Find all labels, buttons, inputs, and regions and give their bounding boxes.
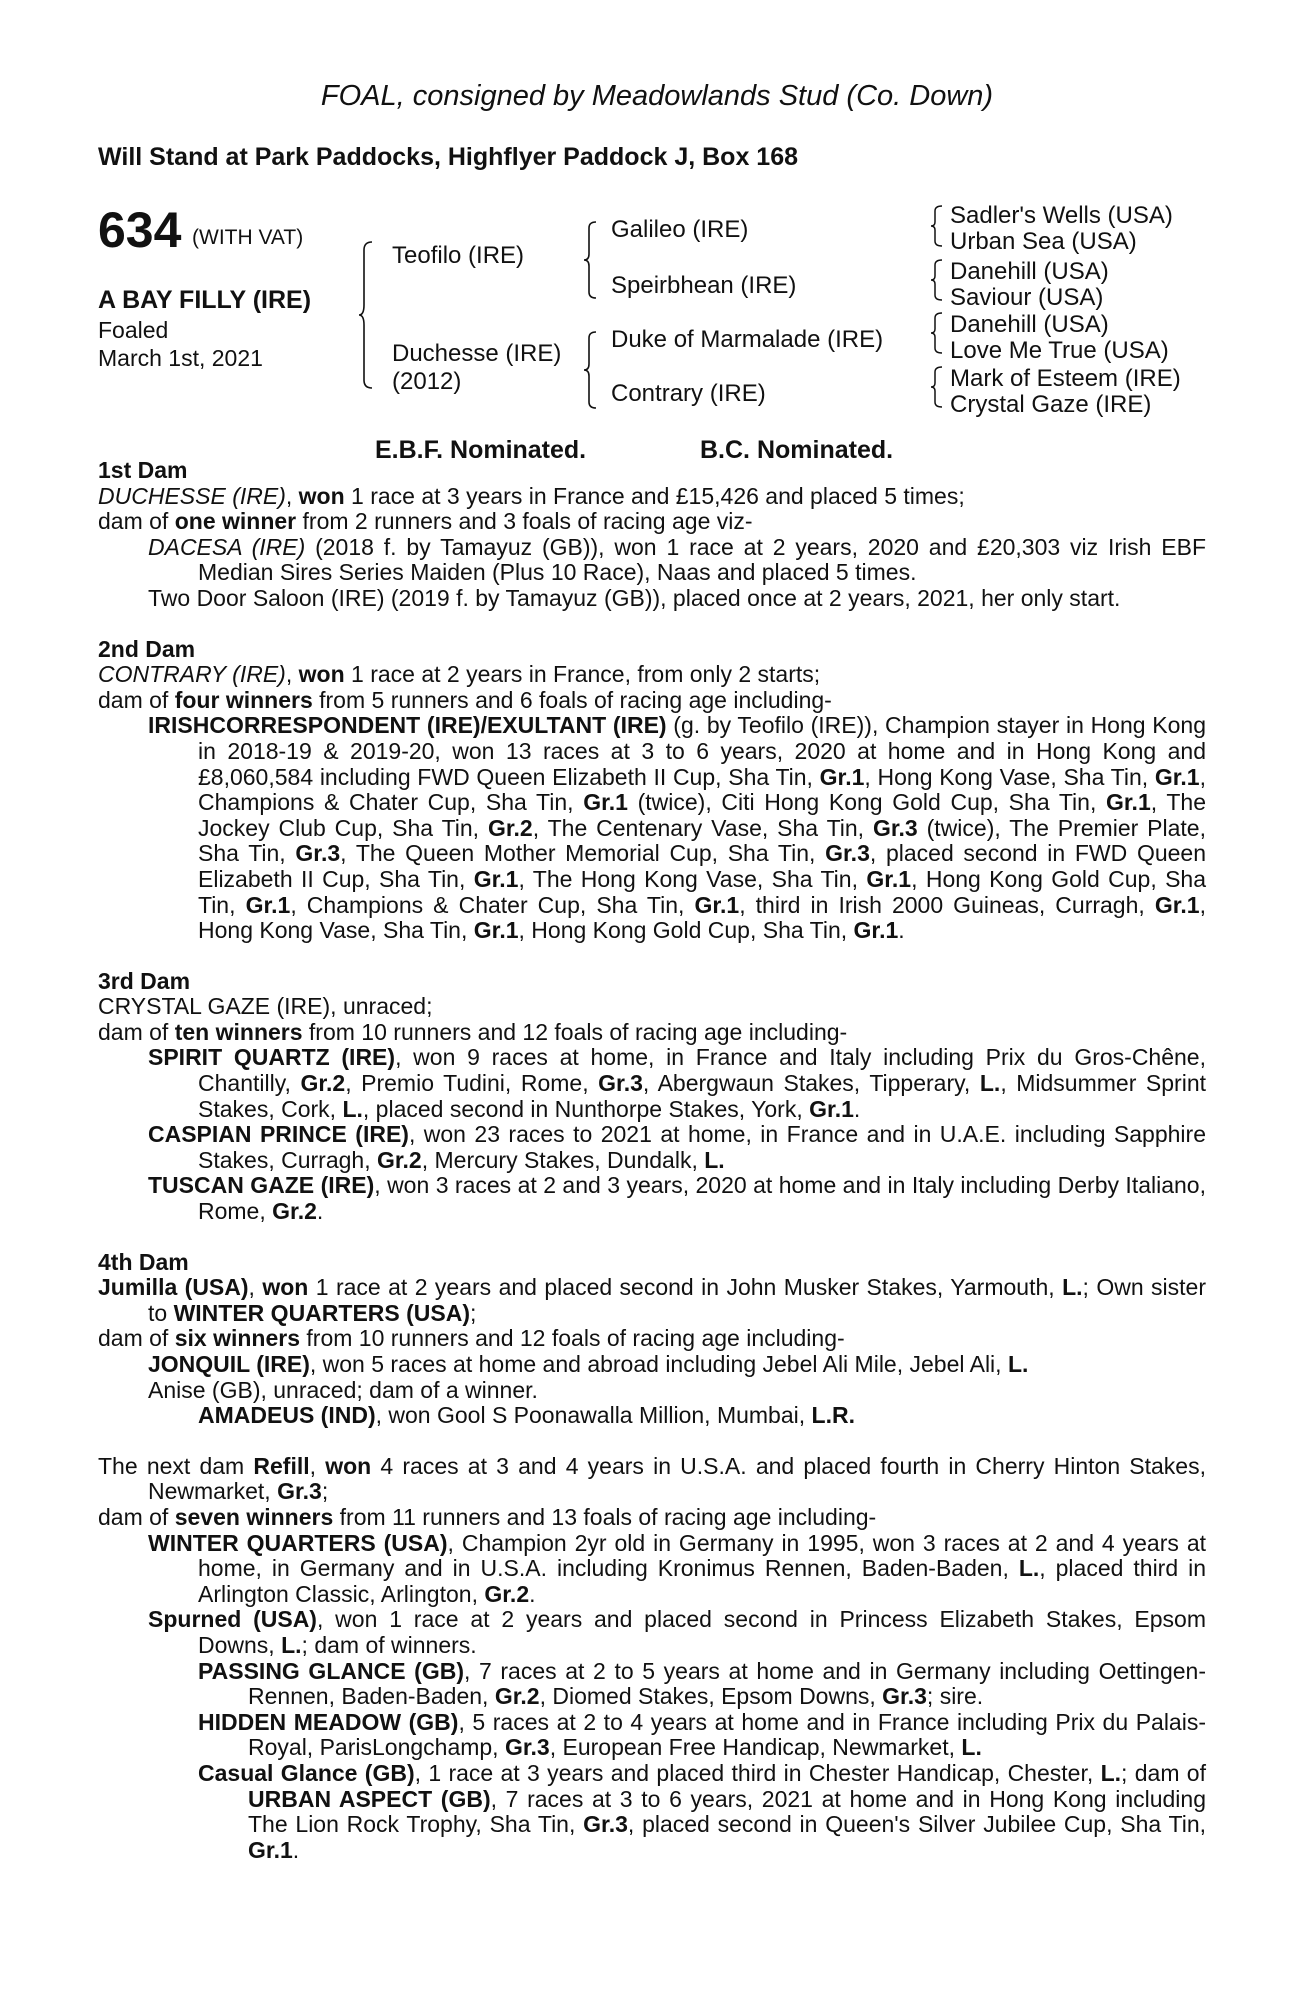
grade: Gr.2 [300,1070,346,1097]
grade: Gr.3 [504,1734,550,1761]
winners-count: one winner [174,508,297,535]
winners-count: six winners [174,1325,300,1352]
damof-pre: dam of [98,1018,175,1045]
progeny-text: , 5 races at 2 to 4 years at home and in France including Prix du Palais-Royal, ParisLongchamp, [248,1708,1206,1761]
ped-g8: Crystal Gaze (IRE) [950,391,1152,418]
progeny-text: , Hong Kong Gold Cup, Sha Tin, [198,865,1207,918]
progeny-text: , 7 races at 2 to 5 years at home and in Germany including Oettingen-Rennen, Baden-Baden, [248,1657,1206,1710]
grade: Gr.3 [872,814,918,841]
third-dam-section [98,969,1206,1225]
progeny-text: ; dam of [1121,1759,1206,1786]
progeny-text: , The Queen Mother Memorial Cup, Sha Tin, [340,840,826,867]
ped-sire: Teofilo (IRE) [392,242,525,269]
first-dam-summary-text: 1 race at 3 years in France and £15,426 and placed 5 times; [344,482,965,509]
damof-pre: dam of [98,1503,175,1530]
progeny-text: , placed second in Nunthorpe Stakes, York, [362,1095,810,1122]
grade: Gr.1 [819,763,865,790]
progeny-text: . [898,917,905,944]
progeny-name: HIDDEN MEADOW (GB) [198,1708,459,1735]
progeny-text: , won 23 races to 2021 at home, in France and in U.A.E. including Sapphire Stakes, Curragh, [198,1121,1206,1173]
grandprogeny-entry [98,1659,1206,1710]
progeny-text: (2018 f. by Tamayuz (GB)), won 1 race at 2 years, 2020 and £20,303 viz Irish EBF Median Sires Series Maiden (Plus 10 Race), Naas and placed 5 times. [198,533,1206,586]
ped-g7: Mark of Esteem (IRE) [950,365,1181,392]
progeny-text: , The Centenary Vase, Sha Tin, [532,814,873,841]
progeny-name: TUSCAN GAZE (IRE) [148,1172,375,1199]
ped-dam [392,340,561,396]
second-dam-name: CONTRARY (IRE) [98,661,286,688]
foaled-block [98,316,263,372]
progeny-text: , The Jockey Club Cup, Sha Tin, [198,789,1207,841]
second-dam-section [98,637,1206,944]
grade: L. [1018,1555,1040,1582]
next-dam-pre: The next dam [98,1452,254,1479]
ped-g5: Danehill (USA) [950,311,1109,338]
catalogue-body [98,458,1206,1863]
ped-g3: Danehill (USA) [950,258,1109,285]
progeny-text: . [853,1095,861,1122]
progeny-text: , placed second in FWD Queen Elizabeth II Cup, Sha Tin, [198,840,1206,892]
second-dam-summary-text: 1 race at 2 years in France, from only 2 starts; [344,661,821,688]
progeny-entry: Two Door Saloon (IRE) (2019 f. by Tamayuz (GB)), placed once at 2 years, 2021, her only start. [148,584,1121,611]
grade: Gr.1 [248,1836,293,1863]
ebf-nomination: E.B.F. Nominated. [375,436,587,464]
grade: Gr.3 [882,1683,927,1710]
grade: Gr.1 [245,891,291,918]
progeny-text: , Mercury Stakes, Dundalk, [421,1146,705,1173]
standing-line: Will Stand at Park Paddocks, Highflyer Paddock J, Box 168 [98,143,798,171]
progeny-text: , European Free Handicap, Newmarket, [549,1734,962,1761]
grade: Gr.1 [866,865,912,892]
winners-count: seven winners [174,1503,334,1530]
first-dam-summary: DUCHESSE (IRE), won 1 race at 3 years in France and £15,426 and placed 5 times; [98,482,965,509]
progeny-text: . [292,1836,300,1863]
progeny-entry [98,1531,1206,1608]
summary-text: ; [321,1478,329,1505]
progeny-text: , won 9 races at home, in France and Italy including Prix du Gros-Chêne, Chantilly, [198,1044,1206,1097]
damof-pre: dam of [98,686,175,713]
damof-pre: dam of [98,508,175,535]
progeny-name: AMADEUS (IND) [198,1402,376,1429]
pedigree-brace-g4 [930,365,946,409]
ped-dam-name: Duchesse (IRE) [392,340,562,367]
progeny-text: ; dam of winners. [301,1631,477,1658]
progeny-entry [98,1045,1206,1122]
ped-g4: Saviour (USA) [950,284,1104,311]
ped-dam-year: (2012) [392,368,462,395]
grade: L. [979,1070,1001,1097]
next-dam-summary [98,1454,1206,1505]
ped-g1: Sadler's Wells (USA) [950,202,1173,229]
sister-name: WINTER QUARTERS (USA) [173,1299,471,1326]
progeny-name: WINTER QUARTERS (USA) [148,1529,448,1556]
pedigree-brace-sire [583,220,601,300]
progeny-name: Spurned (USA) [148,1606,317,1633]
first-dam-heading: 1st Dam [98,457,188,483]
progeny-text: , won 3 races at 2 and 3 years, 2020 at home and in Italy including Derby Italiano, Rome, [198,1172,1206,1225]
damof-post: from 5 runners and 6 foals of racing age including- [312,686,832,713]
progeny-text: , Abergwaun Stakes, Tipperary, [642,1070,980,1097]
grade: Gr.2 [487,814,533,841]
progeny-entry [98,1122,1206,1173]
grade: Gr.1 [1105,789,1151,816]
lot-number: 634 [98,202,182,258]
horse-name: A BAY FILLY (IRE) [98,286,312,314]
next-dam-section [98,1454,1206,1864]
damof-post: from 2 runners and 3 foals of racing age viz- [296,508,753,535]
progeny-entry [98,1607,1206,1658]
second-dam-heading: 2nd Dam [98,635,196,662]
progeny-name: SPIRIT QUARTZ (IRE) [148,1044,396,1071]
grade: Gr.3 [295,840,341,867]
winners-count: four winners [174,686,313,713]
progeny-text: . [529,1580,536,1607]
progeny-entry [98,1173,1206,1224]
progeny-text: , Diomed Stakes, Epsom Downs, [539,1683,883,1710]
grade: Gr.1 [583,789,628,816]
progeny-text: , Midsummer Sprint Stakes, Cork, [198,1070,1207,1122]
separator: , [309,1452,326,1479]
winners-count: ten winners [174,1018,303,1045]
progeny-text: , Premio Tudini, Rome, [345,1070,599,1097]
first-dam-section [98,458,1206,612]
first-dam-produce [98,509,1206,535]
progeny-text: , Hong Kong Vase, Sha Tin, [198,891,1206,944]
pedigree-brace-g1 [930,204,946,248]
progeny-name: URBAN ASPECT (GB) [248,1785,491,1812]
grade: Gr.2 [484,1580,530,1607]
progeny-entry: Anise (GB), unraced; dam of a winner. [148,1376,538,1403]
foaled-date: March 1st, 2021 [98,345,263,371]
progeny-entry [98,1352,1206,1378]
grade: L.R. [811,1402,855,1429]
summary-text: 1 race at 2 years and placed second in John Musker Stakes, Yarmouth, [308,1274,1063,1301]
grade: L. [281,1631,302,1658]
progeny-text: , Hong Kong Gold Cup, Sha Tin, [518,917,854,944]
progeny-text: , Champions & Chater Cup, Sha Tin, [198,763,1206,816]
grade: Gr.3 [583,1811,628,1838]
grade: L. [1062,1274,1083,1301]
ped-sire-sire: Galileo (IRE) [611,216,749,243]
ped-sire-dam: Speirbhean (IRE) [611,272,797,299]
progeny-text: , The Hong Kong Vase, Sha Tin, [518,865,867,892]
third-dam-heading: 3rd Dam [98,967,191,994]
progeny-name: DACESA (IRE) [148,533,306,560]
progeny-name: PASSING GLANCE (GB) [198,1657,464,1684]
progeny-name: Casual Glance (GB) [198,1759,415,1786]
progeny-text: , 7 races at 3 to 6 years, 2021 at home and in Hong Kong including The Lion Rock Trophy, Sha Tin, [248,1785,1206,1838]
next-dam-name: Refill [253,1452,310,1479]
grade: Gr.3 [825,840,870,867]
grade: Gr.1 [809,1095,854,1122]
foaled-label: Foaled [98,317,169,343]
progeny-text: , 1 race at 3 years and placed third in Chester Handicap, Chester, [414,1759,1101,1786]
grade: Gr.1 [473,865,519,892]
grandprogeny-entry [98,1761,1206,1863]
grade: L. [961,1734,982,1761]
grade: L. [704,1146,725,1173]
grade: L. [342,1095,363,1122]
won-label: won [298,482,345,509]
pedigree-brace-main [358,240,378,390]
second-dam-produce [98,688,1206,714]
grade: Gr.3 [598,1070,643,1097]
progeny-text: ; sire. [926,1683,984,1710]
fourth-dam-name: Jumilla (USA) [98,1274,249,1301]
grandprogeny-entry [98,1403,1206,1429]
progeny-text: , Hong Kong Vase, Sha Tin, [864,763,1155,790]
progeny-text: , Champions & Chater Cup, Sha Tin, [290,891,695,918]
progeny-text: , placed second in Queen's Silver Jubilee Cup, Sha Tin, [627,1811,1206,1838]
damof-post: from 10 runners and 12 foals of racing age including- [302,1018,848,1045]
grade: Gr.3 [277,1478,322,1505]
grade: Gr.1 [473,917,519,944]
progeny-text: . [316,1198,324,1225]
progeny-entry [98,535,1206,586]
progeny-entry [98,713,1206,943]
pedigree-brace-g3 [930,311,946,355]
progeny-name: JONQUIL (IRE) [148,1351,310,1377]
consignor-line: FOAL, consigned by Meadowlands Stud (Co. Down) [320,80,994,112]
grade: L. [1007,1351,1029,1377]
pedigree-brace-g2 [930,258,946,302]
fourth-dam-section [98,1250,1206,1429]
grade: Gr.1 [1154,891,1200,918]
fourth-dam-produce [98,1326,1206,1352]
damof-post: from 10 runners and 12 foals of racing age including- [300,1325,845,1352]
progeny-text: , Champion 2yr old in Germany in 1995, won 3 races at 2 and 4 years at home, in Germany and in U.S.A. including Kronimus Rennen, Baden-Baden, [198,1529,1206,1582]
grade: Gr.1 [1154,763,1200,790]
summary-text: ; Own sister to [148,1274,1206,1326]
progeny-text: , third in Irish 2000 Guineas, Curragh, [739,891,1155,918]
progeny-text: , placed third in Arlington Classic, Arlington, [198,1555,1207,1607]
grade: Gr.1 [853,917,899,944]
progeny-text: (twice), The Premier Plate, Sha Tin, [198,814,1206,867]
progeny-text: (twice), Citi Hong Kong Gold Cup, Sha Tin, [627,789,1106,816]
bc-nomination: B.C. Nominated. [700,436,894,464]
progeny-text: , won 1 race at 2 years and placed second in Princess Elizabeth Stakes, Epsom Downs, [198,1606,1206,1658]
progeny-name: IRISHCORRESPONDENT (IRE)/EXULTANT (IRE) [148,712,667,739]
grade: Gr.2 [376,1146,422,1173]
third-dam-name: CRYSTAL GAZE (IRE), unraced; [98,993,433,1020]
ped-dam-dam: Contrary (IRE) [611,380,766,407]
pedigree-brace-dam [583,330,601,410]
damof-pre: dam of [98,1325,175,1352]
first-dam-name: DUCHESSE (IRE) [98,482,286,509]
grade: Gr.1 [694,891,740,918]
progeny-text: , won Gool S Poonawalla Million, Mumbai, [375,1402,812,1429]
grandprogeny-entry [98,1710,1206,1761]
fourth-dam-heading: 4th Dam [98,1248,189,1275]
grade: Gr.2 [494,1683,540,1710]
ped-dam-sire: Duke of Marmalade (IRE) [611,326,884,353]
won-label: won [325,1452,372,1479]
won-label: won [262,1274,309,1301]
progeny-text: , won 5 races at home and abroad including Jebel Ali Mile, Jebel Ali, [309,1351,1008,1377]
progeny-text: (g. by Teofilo (IRE)), Champion stayer in Hong Kong in 2018-19 & 2019-20, won 13 races at 3 to 6 years, 2020 at home and in Hong Kong and £8,060,584 including FWD Queen Elizabeth II Cup, Sha Tin, [198,712,1206,790]
lot-vat: (WITH VAT) [192,226,304,249]
ped-g2: Urban Sea (USA) [950,228,1137,255]
separator: , [248,1274,263,1301]
ped-g6: Love Me True (USA) [950,337,1169,364]
third-dam-produce [98,1020,1206,1046]
grade: Gr.2 [272,1198,317,1225]
progeny-name: CASPIAN PRINCE (IRE) [148,1121,409,1148]
summary-text: ; [470,1299,477,1326]
fourth-dam-summary [98,1275,1206,1326]
next-dam-produce [98,1505,1206,1531]
second-dam-summary: CONTRARY (IRE), won 1 race at 2 years in France, from only 2 starts; [98,661,821,688]
damof-post: from 11 runners and 13 foals of racing age including- [333,1503,877,1530]
won-label: won [298,661,345,688]
grade: L. [1100,1759,1122,1786]
summary-text: 4 races at 3 and 4 years in U.S.A. and placed fourth in Cherry Hinton Stakes, Newmarket, [148,1452,1206,1505]
